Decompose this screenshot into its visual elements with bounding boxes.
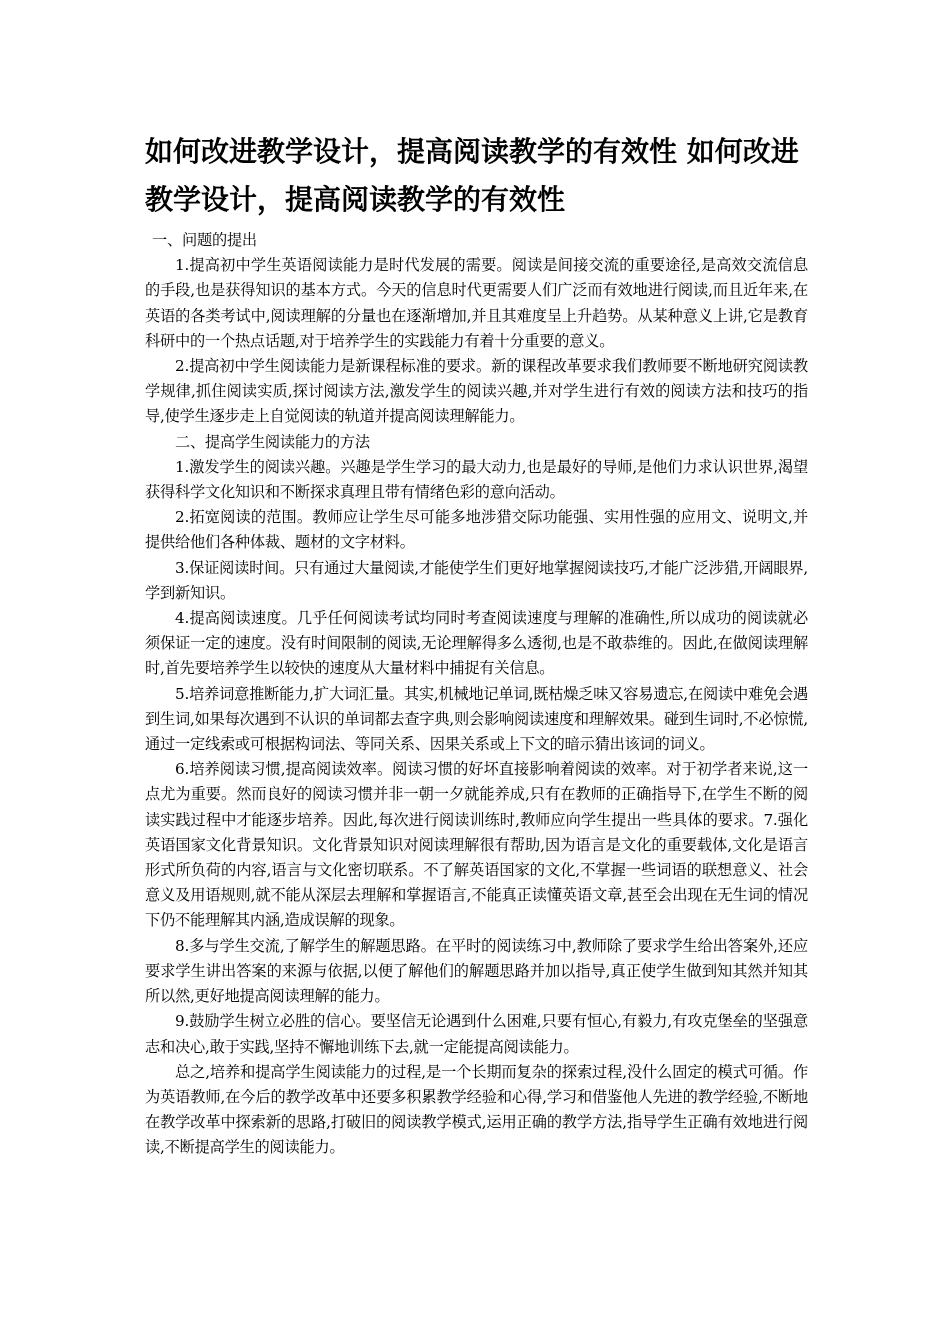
document-page xyxy=(145,128,808,1161)
paragraph: 8.多与学生交流,了解学生的解题思路。在平时的阅读练习中,教师除了要求学生给出答案外,还应要求学生讲出答案的来源与依据,以便了解他们的解题思路并加以指导,真正使学生做到知其然并知其所以然,更好地提高阅读理解的能力。 xyxy=(145,936,808,1006)
paragraph: 1.提高初中学生英语阅读能力是时代发展的需要。阅读是间接交流的重要途径,是高效交流信息的手段,也是获得知识的基本方式。今天的信息时代更需要人们广泛而有效地进行阅读,而且近年来,在英语的各类考试中,阅读理解的分量也在逐渐增加,并且其难度呈上升趋势。从某种意义上讲,它是教育科研中的一个热点话题,对于培养学生的实践能力有着十分重要的意义。 xyxy=(145,256,808,350)
paragraph: 4.提高阅读速度。几乎任何阅读考试均同时考查阅读速度与理解的准确性,所以成功的阅读就必须保证一定的速度。没有时间限制的阅读,无论理解得多么透彻,也是不敢恭维的。因此,在做阅读理解时,首先要培养学生以较快的速度从大量材料中捕捉有关信息。 xyxy=(145,609,808,678)
paragraph: 2.提高初中学生阅读能力是新课程标准的要求。新的课程改革要求我们教师要不断地研究阅读教学规律,抓住阅读实质,探讨阅读方法,激发学生的阅读兴趣,并对学生进行有效的阅读方法和技巧的指导,使学生逐步走上自觉阅读的轨道并提高阅读理解能力。 xyxy=(145,357,808,426)
paragraph: 5.培养词意推断能力,扩大词汇量。其实,机械地记单词,既枯燥乏味又容易遗忘,在阅读中难免会遇到生词,如果每次遇到不认识的单词都去查字典,则会影响阅读速度和理解效果。碰到生词时,不必惊慌,通过一定线索或可根据构词法、等同关系、因果关系或上下文的暗示猜出该词的词义。 xyxy=(145,684,808,754)
paragraph: 1.激发学生的阅读兴趣。兴趣是学生学习的最大动力,也是最好的导师,是他们力求认识世界,渴望获得科学文化知识和不断探求真理且带有情绪色彩的意向活动。 xyxy=(145,457,808,502)
document-body xyxy=(145,228,808,1161)
paragraph: 6.培养阅读习惯,提高阅读效率。阅读习惯的好坏直接影响着阅读的效率。对于初学者来说,这一点尤为重要。然而良好的阅读习惯并非一朝一夕就能养成,只有在教师的正确指导下,在学生不断的阅读实践过程中才能逐步培养。因此,每次进行阅读训练时,教师应向学生提出一些具体的要求。7.强化英语国家文化背景知识。文化背景知识对阅读理解很有帮助,因为语言是文化的重要载体,文化是语言形式所负荷的内容,语言与文化密切联系。不了解英语国家的文化,不掌握一些词语的联想意义、社会意义及用语规则,就不能从深层去理解和掌握语言,不能真正读懂英语文章,甚至会出现在无生词的情况下仍不能理解其内涵,造成误解的现象。 xyxy=(145,760,808,930)
conclusion-paragraph: 总之,培养和提高学生阅读能力的过程,是一个长期而复杂的探索过程,没什么固定的模式可循。作为英语教师,在今后的教学改革中还要多积累教学经验和心得,学习和借鉴他人先进的教学经验,不断地在教学改革中探索新的思路,打破旧的阅读教学模式,运用正确的教学方法,指导学生正确有效地进行阅读,不断提高学生的阅读能力。 xyxy=(145,1062,808,1157)
paragraph: 2.拓宽阅读的范围。教师应让学生尽可能多地涉猎交际功能强、实用性强的应用文、说明文,并提供给他们各种体裁、题材的文字材料。 xyxy=(145,508,808,552)
document-title: 如何改进教学设计，提高阅读教学的有效性 如何改进教学设计，提高阅读教学的有效性 xyxy=(145,135,799,216)
paragraph: 9.鼓励学生树立必胜的信心。要坚信无论遇到什么困难,只要有恒心,有毅力,有攻克堡垒的坚强意志和决心,敢于实践,坚持不懈地训练下去,就一定能提高阅读能力。 xyxy=(145,1012,808,1056)
paragraph: 3.保证阅读时间。只有通过大量阅读,才能使学生们更好地掌握阅读技巧,才能广泛涉猎,开阔眼界,学到新知识。 xyxy=(145,558,808,602)
section-heading-methods: 二、提高学生阅读能力的方法 xyxy=(175,432,370,451)
section-heading-problem: 一、问题的提出 xyxy=(152,231,257,249)
